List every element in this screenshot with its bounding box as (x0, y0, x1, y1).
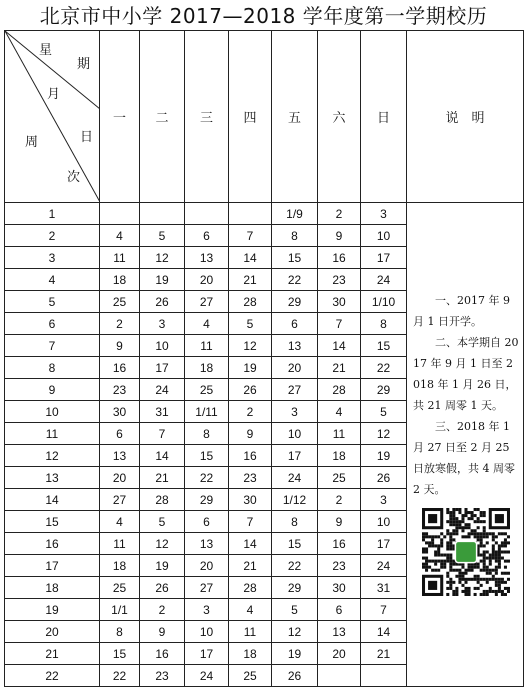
date-cell: 13 (185, 247, 229, 269)
date-cell: 4 (185, 313, 229, 335)
date-cell: 5 (140, 511, 185, 533)
date-cell: 23 (229, 467, 272, 489)
date-cell: 8 (100, 621, 140, 643)
date-cell: 2 (318, 489, 361, 511)
date-cell: 30 (318, 291, 361, 313)
corner-header (5, 31, 100, 203)
date-cell: 18 (185, 357, 229, 379)
date-cell: 14 (140, 445, 185, 467)
date-cell: 5 (272, 599, 318, 621)
note-paragraph: 三、2018 年 1 月 27 日至 2 月 25 日放寒假，共 4 周零 2 天。 (413, 419, 515, 496)
date-cell: 12 (140, 247, 185, 269)
weekday-header-sun: 日 (361, 31, 407, 203)
week-number-cell: 22 (5, 665, 100, 687)
date-cell: 1/9 (272, 203, 318, 225)
qr-badge-logo (455, 541, 476, 562)
date-cell: 22 (272, 555, 318, 577)
date-cell: 3 (140, 313, 185, 335)
date-cell: 29 (361, 379, 407, 401)
week-number-cell: 15 (5, 511, 100, 533)
date-cell: 8 (185, 423, 229, 445)
date-cell: 2 (318, 203, 361, 225)
qr-code-image (422, 508, 510, 596)
date-cell: 12 (272, 621, 318, 643)
date-cell: 18 (100, 555, 140, 577)
week-number-cell: 18 (5, 577, 100, 599)
notes-header: 说 明 (407, 31, 524, 203)
week-number-cell: 5 (5, 291, 100, 313)
date-cell (229, 203, 272, 225)
week-number-cell: 8 (5, 357, 100, 379)
date-cell: 6 (272, 313, 318, 335)
week-number-cell: 10 (5, 401, 100, 423)
weekday-header-mon: 一 (100, 31, 140, 203)
date-cell: 31 (361, 577, 407, 599)
calendar-table-wrapper (4, 30, 523, 687)
date-cell: 21 (229, 555, 272, 577)
date-cell: 5 (361, 401, 407, 423)
date-cell: 20 (185, 555, 229, 577)
date-cell: 12 (361, 423, 407, 445)
weekday-header-fri: 五 (272, 31, 318, 203)
date-cell: 28 (229, 577, 272, 599)
date-cell: 3 (361, 489, 407, 511)
date-cell: 20 (318, 643, 361, 665)
date-cell: 21 (140, 467, 185, 489)
week-number-cell: 14 (5, 489, 100, 511)
date-cell: 8 (361, 313, 407, 335)
date-cell: 11 (100, 247, 140, 269)
week-number-cell: 4 (5, 269, 100, 291)
date-cell (100, 203, 140, 225)
date-cell: 30 (229, 489, 272, 511)
date-cell: 13 (185, 533, 229, 555)
date-cell: 25 (318, 467, 361, 489)
date-cell: 4 (100, 225, 140, 247)
corner-label-xing: 星 (39, 43, 53, 58)
date-cell: 25 (185, 379, 229, 401)
date-cell: 23 (318, 269, 361, 291)
week-number-cell: 9 (5, 379, 100, 401)
date-cell: 15 (185, 445, 229, 467)
date-cell: 7 (229, 225, 272, 247)
note-paragraph: 一、2017 年 9 月 1 日开学。 (413, 293, 510, 328)
weekday-header-tue: 二 (140, 31, 185, 203)
date-cell: 11 (229, 621, 272, 643)
date-cell: 22 (185, 467, 229, 489)
date-cell: 13 (100, 445, 140, 467)
week-number-cell: 16 (5, 533, 100, 555)
date-cell: 24 (140, 379, 185, 401)
date-cell: 21 (229, 269, 272, 291)
date-cell: 9 (318, 511, 361, 533)
date-cell: 5 (140, 225, 185, 247)
date-cell: 8 (272, 225, 318, 247)
date-cell: 20 (185, 269, 229, 291)
school-calendar-table (4, 30, 524, 687)
date-cell: 27 (272, 379, 318, 401)
date-cell: 24 (185, 665, 229, 687)
date-cell: 30 (318, 577, 361, 599)
date-cell (361, 665, 407, 687)
week-number-cell: 11 (5, 423, 100, 445)
date-cell: 21 (361, 643, 407, 665)
header-row (5, 31, 524, 203)
date-cell (185, 203, 229, 225)
date-cell: 16 (140, 643, 185, 665)
corner-label-ri: 日 (80, 130, 94, 145)
corner-label-zhou: 周 (25, 135, 39, 150)
date-cell: 2 (100, 313, 140, 335)
date-cell: 7 (229, 511, 272, 533)
date-cell: 1/11 (185, 401, 229, 423)
date-cell: 19 (361, 445, 407, 467)
date-cell: 19 (272, 643, 318, 665)
date-cell: 3 (272, 401, 318, 423)
date-cell: 27 (185, 291, 229, 313)
date-cell: 4 (318, 401, 361, 423)
corner-label-ci: 次 (67, 170, 81, 185)
date-cell: 27 (185, 577, 229, 599)
date-cell: 4 (100, 511, 140, 533)
date-cell: 12 (229, 335, 272, 357)
weekday-header-sat: 六 (318, 31, 361, 203)
date-cell: 8 (272, 511, 318, 533)
weekday-header-thu: 四 (229, 31, 272, 203)
week-number-cell: 6 (5, 313, 100, 335)
date-cell: 18 (318, 445, 361, 467)
notes-cell (407, 203, 524, 687)
date-cell: 31 (140, 401, 185, 423)
week-number-cell: 19 (5, 599, 100, 621)
week-number-cell: 21 (5, 643, 100, 665)
date-cell: 27 (100, 489, 140, 511)
date-cell: 5 (229, 313, 272, 335)
date-cell: 7 (318, 313, 361, 335)
date-cell: 19 (140, 555, 185, 577)
date-cell: 14 (229, 247, 272, 269)
date-cell: 30 (100, 401, 140, 423)
weekday-header-wed: 三 (185, 31, 229, 203)
date-cell: 20 (272, 357, 318, 379)
date-cell: 26 (229, 379, 272, 401)
date-cell: 4 (229, 599, 272, 621)
week-number-cell: 12 (5, 445, 100, 467)
date-cell: 9 (100, 335, 140, 357)
date-cell (318, 665, 361, 687)
date-cell: 14 (229, 533, 272, 555)
week-number-cell: 2 (5, 225, 100, 247)
date-cell: 9 (140, 621, 185, 643)
date-cell: 11 (318, 423, 361, 445)
date-cell: 26 (140, 577, 185, 599)
week-number-cell: 20 (5, 621, 100, 643)
date-cell: 21 (318, 357, 361, 379)
date-cell: 26 (272, 665, 318, 687)
date-cell: 7 (361, 599, 407, 621)
date-cell: 17 (272, 445, 318, 467)
date-cell: 24 (272, 467, 318, 489)
date-cell: 9 (229, 423, 272, 445)
date-cell: 17 (185, 643, 229, 665)
date-cell: 15 (272, 533, 318, 555)
date-cell: 7 (140, 423, 185, 445)
week-number-cell: 7 (5, 335, 100, 357)
date-cell: 26 (361, 467, 407, 489)
date-cell: 6 (185, 511, 229, 533)
date-cell: 23 (140, 665, 185, 687)
date-cell: 14 (318, 335, 361, 357)
date-cell: 13 (272, 335, 318, 357)
date-cell: 16 (100, 357, 140, 379)
date-cell: 10 (361, 511, 407, 533)
date-cell: 2 (140, 599, 185, 621)
date-cell: 28 (229, 291, 272, 313)
date-cell: 22 (272, 269, 318, 291)
date-cell: 24 (361, 555, 407, 577)
date-cell: 2 (229, 401, 272, 423)
date-cell: 23 (318, 555, 361, 577)
date-cell: 25 (229, 665, 272, 687)
date-cell: 29 (272, 577, 318, 599)
date-cell: 1/1 (100, 599, 140, 621)
date-cell: 13 (318, 621, 361, 643)
date-cell: 17 (361, 533, 407, 555)
corner-label-yue: 月 (47, 87, 61, 102)
date-cell: 10 (272, 423, 318, 445)
date-cell: 3 (185, 599, 229, 621)
date-cell: 23 (100, 379, 140, 401)
date-cell: 16 (318, 247, 361, 269)
note-paragraph: 二、本学期自 2017 年 9 月 1 日至 2018 年 1 月 26 日，共 21 周零 1 天。 (413, 335, 519, 412)
date-cell: 14 (361, 621, 407, 643)
date-cell: 25 (100, 577, 140, 599)
date-cell: 17 (361, 247, 407, 269)
date-cell: 10 (361, 225, 407, 247)
date-cell: 18 (229, 643, 272, 665)
date-cell: 12 (140, 533, 185, 555)
date-cell: 29 (272, 291, 318, 313)
date-cell: 9 (318, 225, 361, 247)
date-cell: 16 (318, 533, 361, 555)
date-cell: 18 (100, 269, 140, 291)
date-cell (140, 203, 185, 225)
page-title: 北京市中小学 2017—2018 学年度第一学期校历 (39, 4, 488, 28)
date-cell: 6 (185, 225, 229, 247)
week-number-cell: 3 (5, 247, 100, 269)
date-cell: 10 (140, 335, 185, 357)
date-cell: 26 (140, 291, 185, 313)
date-cell: 19 (229, 357, 272, 379)
date-cell: 1/10 (361, 291, 407, 313)
date-cell: 22 (361, 357, 407, 379)
date-cell: 11 (185, 335, 229, 357)
date-cell: 28 (140, 489, 185, 511)
date-cell: 20 (100, 467, 140, 489)
week-number-cell: 13 (5, 467, 100, 489)
date-cell: 22 (100, 665, 140, 687)
week-row (5, 203, 524, 225)
corner-label-qi: 期 (77, 57, 91, 72)
date-cell: 19 (140, 269, 185, 291)
date-cell: 24 (361, 269, 407, 291)
date-cell: 3 (361, 203, 407, 225)
date-cell: 11 (100, 533, 140, 555)
date-cell: 15 (272, 247, 318, 269)
date-cell: 15 (100, 643, 140, 665)
date-cell: 15 (361, 335, 407, 357)
date-cell: 6 (318, 599, 361, 621)
date-cell: 25 (100, 291, 140, 313)
date-cell: 17 (140, 357, 185, 379)
date-cell: 1/12 (272, 489, 318, 511)
date-cell: 28 (318, 379, 361, 401)
week-number-cell: 17 (5, 555, 100, 577)
date-cell: 16 (229, 445, 272, 467)
week-number-cell: 1 (5, 203, 100, 225)
date-cell: 10 (185, 621, 229, 643)
date-cell: 29 (185, 489, 229, 511)
date-cell: 6 (100, 423, 140, 445)
